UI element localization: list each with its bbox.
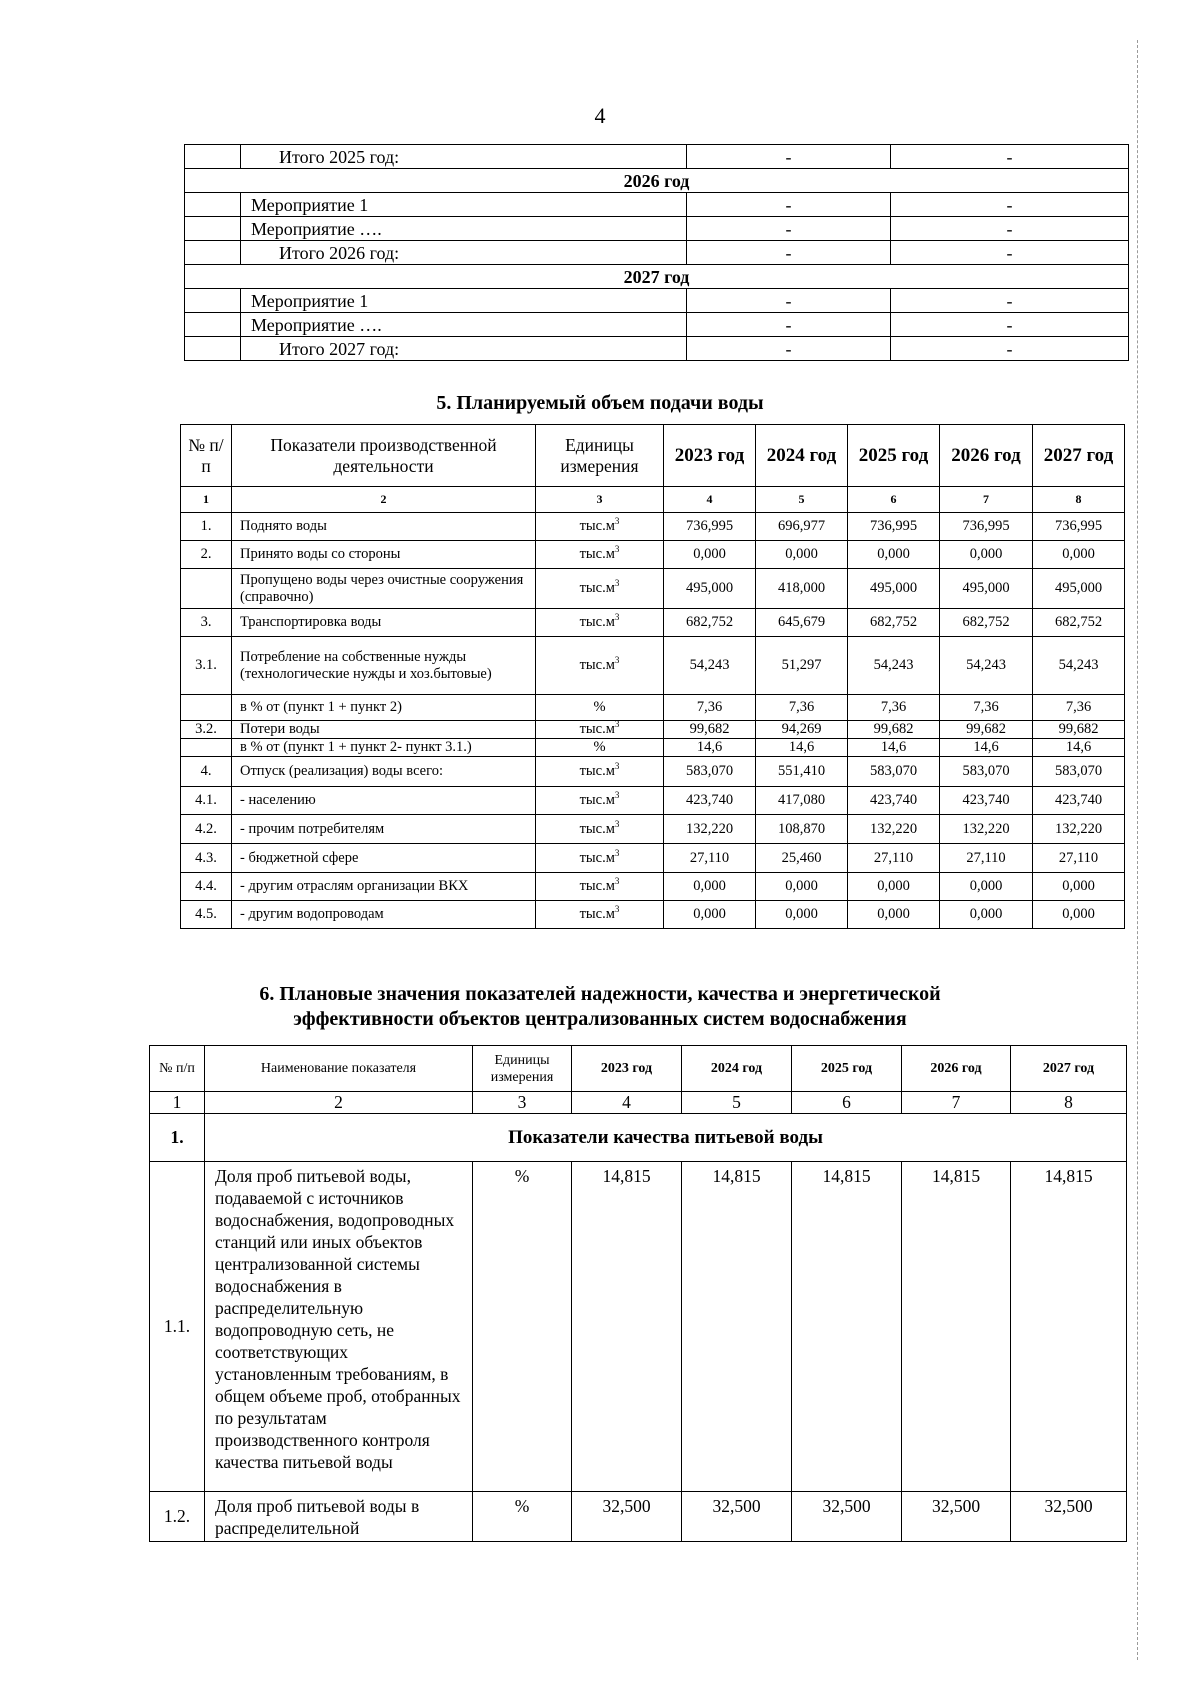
value-cell: 7,36 (848, 695, 940, 721)
row-num: 4.1. (181, 787, 232, 815)
indicator-name: - другим водопроводам (232, 901, 536, 929)
column-number: 7 (940, 487, 1033, 513)
column-number-row (181, 487, 1125, 513)
value-cell: 0,000 (756, 901, 848, 929)
row-num (181, 695, 232, 721)
row-num: 3.1. (181, 637, 232, 695)
value-cell: - (687, 289, 891, 313)
unit-superscript: 3 (614, 544, 620, 555)
event-row (185, 145, 1129, 169)
indicator-name: Потери воды (232, 721, 536, 739)
column-number: 3 (536, 487, 664, 513)
value-cell: 682,752 (1033, 609, 1125, 637)
value-cell: 132,220 (664, 815, 756, 844)
unit-cell (536, 541, 664, 569)
header-year: 2023 год (664, 425, 756, 487)
value-cell: 54,243 (940, 637, 1033, 695)
indicator-name: - бюджетной сфере (232, 844, 536, 873)
unit-cell (536, 901, 664, 929)
value-cell: 7,36 (756, 695, 848, 721)
unit-label: тыс.м (579, 849, 615, 866)
indicator-name: - населению (232, 787, 536, 815)
indicator-name: Отпуск (реализация) воды всего: (232, 757, 536, 787)
value-cell: - (891, 313, 1129, 337)
column-number: 3 (473, 1092, 572, 1114)
value-cell: 25,460 (756, 844, 848, 873)
unit-cell (536, 609, 664, 637)
value-cell: 495,000 (940, 569, 1033, 609)
indicator-name: Доля проб питьевой воды, подаваемой с источников водоснабжения, водопроводных станций или иных объектов централизованной системы водоснабжения в распределительную водопроводную сеть, не соответствующих установленным требованиям, в общем объеме проб, отобранных по результатам производственного контроля качества питьевой воды (205, 1162, 473, 1492)
value-cell: 495,000 (848, 569, 940, 609)
row-num (181, 739, 232, 757)
header-year: 2026 год (940, 425, 1033, 487)
event-row (185, 193, 1129, 217)
value-cell: 682,752 (848, 609, 940, 637)
column-number: 1 (150, 1092, 205, 1114)
value-cell: 32,500 (682, 1492, 792, 1542)
unit-superscript: 3 (614, 847, 620, 858)
table-row (181, 721, 1125, 739)
value-cell: 423,740 (940, 787, 1033, 815)
event-label: Мероприятие …. (241, 313, 687, 337)
row-num: 2. (181, 541, 232, 569)
table-row (150, 1492, 1127, 1542)
table-row (181, 541, 1125, 569)
header-year: 2025 год (848, 425, 940, 487)
column-number: 7 (902, 1092, 1011, 1114)
empty-cell (185, 145, 241, 169)
group-title: Показатели качества питьевой воды (205, 1114, 1127, 1162)
empty-cell (185, 193, 241, 217)
unit-superscript: 3 (614, 720, 620, 730)
unit-cell: % (473, 1492, 572, 1542)
value-cell: 27,110 (940, 844, 1033, 873)
value-cell: 7,36 (664, 695, 756, 721)
row-num: 4.4. (181, 873, 232, 901)
unit-label: тыс.м (579, 763, 615, 779)
value-cell: 54,243 (1033, 637, 1125, 695)
value-cell: 27,110 (664, 844, 756, 873)
value-cell: 423,740 (1033, 787, 1125, 815)
value-cell: - (687, 337, 891, 361)
empty-cell (185, 241, 241, 265)
value-cell: 736,995 (848, 513, 940, 541)
section6-title-line1: 6. Плановые значения показателей надежности, качества и энергетической (259, 983, 941, 1005)
value-cell: 583,070 (1033, 757, 1125, 787)
value-cell: 736,995 (1033, 513, 1125, 541)
unit-cell (536, 815, 664, 844)
header-year: 2027 год (1011, 1046, 1127, 1092)
value-cell: 99,682 (1033, 721, 1125, 739)
empty-cell (185, 217, 241, 241)
table-row (181, 695, 1125, 721)
row-num: 1.1. (150, 1162, 205, 1492)
value-cell: 7,36 (940, 695, 1033, 721)
column-number: 5 (756, 487, 848, 513)
table-row (181, 637, 1125, 695)
event-label: Мероприятие …. (241, 217, 687, 241)
header-year: 2024 год (682, 1046, 792, 1092)
value-cell: 132,220 (1033, 815, 1125, 844)
unit-superscript: 3 (614, 578, 620, 589)
value-cell: 645,679 (756, 609, 848, 637)
value-cell: 99,682 (940, 721, 1033, 739)
value-cell: 32,500 (1011, 1492, 1127, 1542)
header-num: № п/п (181, 425, 232, 487)
row-num: 4.3. (181, 844, 232, 873)
value-cell: 0,000 (848, 901, 940, 929)
row-num: 4. (181, 757, 232, 787)
value-cell: 0,000 (756, 541, 848, 569)
table-row (181, 513, 1125, 541)
indicator-name: Принято воды со стороны (232, 541, 536, 569)
section6-title-line2: эффективности объектов централизованных систем водоснабжения (293, 1008, 907, 1030)
value-cell: 99,682 (848, 721, 940, 739)
row-num: 3. (181, 609, 232, 637)
value-cell: 14,815 (902, 1162, 1011, 1492)
value-cell: 417,080 (756, 787, 848, 815)
value-cell: 0,000 (940, 541, 1033, 569)
value-cell: 551,410 (756, 757, 848, 787)
value-cell: 736,995 (940, 513, 1033, 541)
unit-label: % (593, 699, 606, 715)
indicator-name: в % от (пункт 1 + пункт 2) (232, 695, 536, 721)
value-cell: - (687, 313, 891, 337)
indicator-name: Доля проб питьевой воды в распределительной (205, 1492, 473, 1542)
header-name: Показатели производственной деятельности (232, 425, 536, 487)
value-cell: 0,000 (756, 873, 848, 901)
value-cell: 583,070 (940, 757, 1033, 787)
value-cell: 423,740 (848, 787, 940, 815)
header-year: 2027 год (1033, 425, 1125, 487)
value-cell: 0,000 (664, 873, 756, 901)
value-cell: 583,070 (664, 757, 756, 787)
column-number-row (150, 1092, 1127, 1114)
table-header-row (181, 425, 1125, 487)
value-cell: 14,6 (848, 739, 940, 757)
row-num: 4.5. (181, 901, 232, 929)
header-year: 2026 год (902, 1046, 1011, 1092)
unit-label: тыс.м (579, 580, 615, 596)
year-row (185, 265, 1129, 289)
column-number: 2 (205, 1092, 473, 1114)
unit-superscript: 3 (614, 790, 620, 801)
value-cell: 0,000 (1033, 541, 1125, 569)
page-number: 4 (594, 103, 606, 128)
total-label: Итого 2025 год: (241, 145, 687, 169)
table-row (181, 844, 1125, 873)
value-cell: 14,815 (682, 1162, 792, 1492)
header-year: 2023 год (572, 1046, 682, 1092)
value-cell: 0,000 (848, 873, 940, 901)
value-cell: 495,000 (1033, 569, 1125, 609)
event-row (185, 289, 1129, 313)
value-cell: 0,000 (664, 901, 756, 929)
unit-cell (536, 873, 664, 901)
column-number: 6 (848, 487, 940, 513)
value-cell: 94,269 (756, 721, 848, 739)
row-num: 1.2. (150, 1492, 205, 1542)
table-row (181, 757, 1125, 787)
column-number: 1 (181, 487, 232, 513)
value-cell: - (687, 217, 891, 241)
table-row (181, 873, 1125, 901)
header-name: Наименование показателя (205, 1046, 473, 1092)
unit-superscript: 3 (614, 818, 620, 829)
column-number: 8 (1011, 1092, 1127, 1114)
table-row (181, 815, 1125, 844)
unit-label: тыс.м (579, 721, 615, 737)
section5-title: 5. Планируемый объем подачи воды (436, 392, 764, 414)
value-cell: 0,000 (664, 541, 756, 569)
column-number: 6 (792, 1092, 902, 1114)
unit-label: тыс.м (579, 820, 615, 837)
value-cell: 54,243 (848, 637, 940, 695)
value-cell: 696,977 (756, 513, 848, 541)
value-cell: 108,870 (756, 815, 848, 844)
value-cell: 14,6 (940, 739, 1033, 757)
column-number: 8 (1033, 487, 1125, 513)
value-cell: 0,000 (1033, 901, 1125, 929)
unit-cell (536, 787, 664, 815)
indicator-name: в % от (пункт 1 + пункт 2- пункт 3.1.) (232, 739, 536, 757)
indicator-name: Потребление на собственные нужды (технологические нужды и хоз.бытовые) (232, 637, 536, 695)
table-row (181, 609, 1125, 637)
value-cell: 0,000 (940, 901, 1033, 929)
empty-cell (185, 289, 241, 313)
value-cell: 583,070 (848, 757, 940, 787)
unit-cell (536, 637, 664, 695)
value-cell: 14,6 (756, 739, 848, 757)
unit-label: тыс.м (579, 792, 615, 808)
unit-label: тыс.м (579, 906, 615, 922)
unit-cell (536, 569, 664, 609)
indicator-name: - другим отраслям организации ВКХ (232, 873, 536, 901)
value-cell: 14,815 (792, 1162, 902, 1492)
empty-cell (185, 313, 241, 337)
value-cell: 132,220 (848, 815, 940, 844)
group-num: 1. (150, 1114, 205, 1162)
unit-superscript: 3 (614, 655, 620, 666)
column-number: 4 (572, 1092, 682, 1114)
unit-cell (536, 757, 664, 787)
value-cell: 495,000 (664, 569, 756, 609)
column-number: 4 (664, 487, 756, 513)
unit-superscript: 3 (614, 904, 620, 915)
unit-label: тыс.м (579, 518, 615, 534)
value-cell: - (891, 145, 1129, 169)
scan-edge-line (1137, 40, 1138, 1660)
unit-cell: % (473, 1162, 572, 1492)
value-cell: 14,6 (1033, 739, 1125, 757)
value-cell: 32,500 (792, 1492, 902, 1542)
year-heading: 2026 год (185, 169, 1129, 193)
unit-superscript: 3 (614, 876, 620, 887)
event-row (185, 337, 1129, 361)
indicator-name: Транспортировка воды (232, 609, 536, 637)
unit-cell (536, 739, 664, 757)
unit-superscript: 3 (614, 612, 620, 623)
event-label: Мероприятие 1 (241, 289, 687, 313)
water-supply-table (180, 424, 1125, 929)
empty-cell (185, 337, 241, 361)
event-row (185, 241, 1129, 265)
value-cell: - (891, 241, 1129, 265)
unit-label: тыс.м (579, 614, 615, 630)
unit-superscript: 3 (614, 761, 620, 772)
unit-cell (536, 844, 664, 873)
unit-label: тыс.м (579, 546, 615, 562)
value-cell: 14,815 (1011, 1162, 1127, 1492)
event-row (185, 313, 1129, 337)
value-cell: 14,6 (664, 739, 756, 757)
value-cell: 32,500 (902, 1492, 1011, 1542)
indicator-name: - прочим потребителям (232, 815, 536, 844)
table-row (181, 739, 1125, 757)
unit-label: тыс.м (579, 878, 615, 894)
row-num: 4.2. (181, 815, 232, 844)
table-header-row (150, 1046, 1127, 1092)
column-number: 5 (682, 1092, 792, 1114)
value-cell: 54,243 (664, 637, 756, 695)
table-row (181, 569, 1125, 609)
value-cell: 51,297 (756, 637, 848, 695)
year-heading: 2027 год (185, 265, 1129, 289)
year-row (185, 169, 1129, 193)
event-row (185, 217, 1129, 241)
value-cell: 32,500 (572, 1492, 682, 1542)
section6-title (0, 982, 1200, 1032)
unit-label: % (593, 739, 606, 755)
value-cell: 0,000 (848, 541, 940, 569)
value-cell: 99,682 (664, 721, 756, 739)
unit-cell (536, 695, 664, 721)
unit-superscript: 3 (614, 516, 620, 527)
value-cell: 682,752 (940, 609, 1033, 637)
value-cell: - (891, 217, 1129, 241)
value-cell: - (891, 289, 1129, 313)
unit-cell (536, 513, 664, 541)
events-table (184, 144, 1129, 361)
table-row (181, 787, 1125, 815)
value-cell: - (687, 193, 891, 217)
event-label: Мероприятие 1 (241, 193, 687, 217)
value-cell: 7,36 (1033, 695, 1125, 721)
value-cell: - (891, 337, 1129, 361)
value-cell: 0,000 (940, 873, 1033, 901)
header-num: № п/п (150, 1046, 205, 1092)
unit-label: тыс.м (579, 657, 615, 673)
header-year: 2024 год (756, 425, 848, 487)
indicator-name: Поднято воды (232, 513, 536, 541)
table-row (181, 901, 1125, 929)
value-cell: 27,110 (848, 844, 940, 873)
row-num: 1. (181, 513, 232, 541)
column-number: 2 (232, 487, 536, 513)
value-cell: 132,220 (940, 815, 1033, 844)
value-cell: 418,000 (756, 569, 848, 609)
total-label: Итого 2027 год: (241, 337, 687, 361)
value-cell: 736,995 (664, 513, 756, 541)
table-row (150, 1162, 1127, 1492)
value-cell: 0,000 (1033, 873, 1125, 901)
value-cell: - (687, 241, 891, 265)
row-num (181, 569, 232, 609)
group-row (150, 1114, 1127, 1162)
value-cell: 682,752 (664, 609, 756, 637)
row-num: 3.2. (181, 721, 232, 739)
unit-cell (536, 721, 664, 739)
value-cell: - (687, 145, 891, 169)
header-unit: Единицы измерения (473, 1046, 572, 1092)
indicator-name: Пропущено воды через очистные сооружения (справочно) (232, 569, 536, 609)
value-cell: 423,740 (664, 787, 756, 815)
indicators-table (149, 1045, 1127, 1542)
value-cell: - (891, 193, 1129, 217)
value-cell: 14,815 (572, 1162, 682, 1492)
total-label: Итого 2026 год: (241, 241, 687, 265)
header-year: 2025 год (792, 1046, 902, 1092)
value-cell: 27,110 (1033, 844, 1125, 873)
header-unit: Единицы измерения (536, 425, 664, 487)
